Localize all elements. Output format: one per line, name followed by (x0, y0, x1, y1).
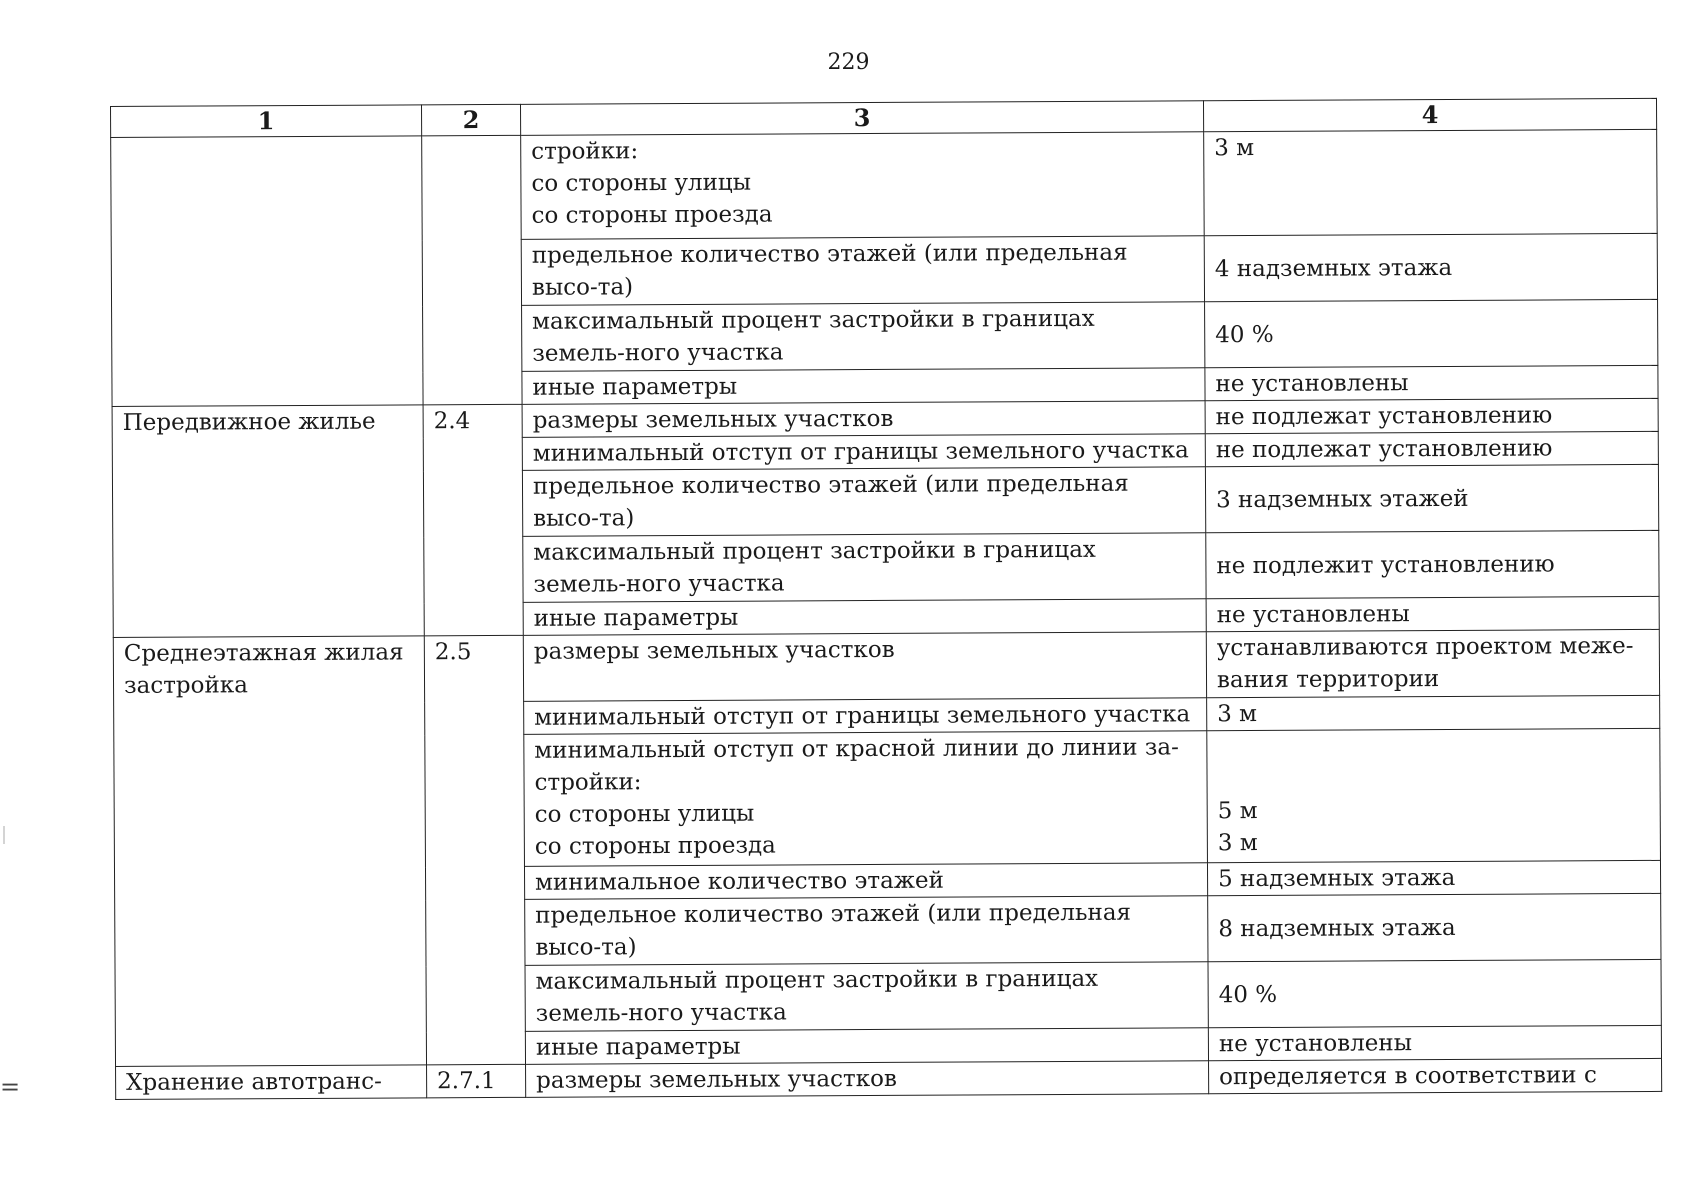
value-line: 3 м (1214, 135, 1255, 162)
parameter-line: стройки: (531, 138, 639, 165)
value-cell: 8 надземных этажа (1208, 893, 1661, 961)
column-header-4: 4 (1203, 98, 1656, 131)
value-line (1217, 761, 1649, 795)
use-type-name: Хранение автотранс- (116, 1065, 427, 1100)
use-type-code (422, 135, 522, 405)
parameter-cell: предельное количество этажей (или предельная высо-та) (522, 467, 1205, 537)
column-header-2: 2 (421, 104, 520, 136)
column-header-1: 1 (111, 105, 422, 138)
use-type-name: Среднеэтажная жилая застройка (113, 636, 426, 1067)
parameter-cell (524, 731, 1208, 867)
margin-mark: = (0, 1073, 21, 1101)
value-cell: 40 % (1205, 299, 1658, 367)
parameter-cell: максимальный процент застройки в границах земель-ного участка (525, 962, 1208, 1032)
value-cell: 40 % (1208, 959, 1661, 1027)
value-cell: 3 м (1207, 695, 1660, 730)
parameter-line: со стороны улицы (531, 169, 752, 197)
parameter-line: минимальный отступ от красной линии до линии за- (534, 734, 1179, 764)
value-cell: 4 надземных этажа (1204, 233, 1657, 301)
value-cell (1204, 129, 1658, 235)
value-cell: 5 надземных этажа (1207, 860, 1660, 895)
parameter-cell: максимальный процент застройки в границах земель-ного участка (522, 302, 1205, 372)
parameter-cell (521, 132, 1205, 240)
parameter-cell: минимальный отступ от границы земельного участка (522, 434, 1205, 471)
parameter-cell: размеры земельных участков (522, 401, 1205, 438)
parameter-line: стройки: (534, 769, 642, 796)
value-line: 3 м (1217, 830, 1258, 857)
table-row (113, 629, 1659, 703)
use-type-name: Передвижное жилье (112, 405, 424, 638)
parameter-cell: минимальное количество этажей (524, 863, 1207, 900)
parameter-cell: иные параметры (525, 1028, 1208, 1065)
parameter-cell: предельное количество этажей (или предельная высо-та) (525, 896, 1208, 966)
parameter-cell: иные параметры (522, 368, 1205, 405)
value-cell: устанавливаются проектом меже-вания территории (1206, 629, 1659, 697)
regulations-table (110, 98, 1662, 1100)
value-line (1217, 729, 1649, 763)
parameter-line: со стороны проезда (531, 201, 773, 229)
parameter-line: со стороны проезда (534, 832, 776, 860)
parameter-line: со стороны улицы (534, 800, 755, 828)
parameter-cell: максимальный процент застройки в границах земель-ного участка (523, 533, 1206, 603)
value-cell: не установлены (1206, 596, 1659, 631)
use-type-code: 2.5 (424, 635, 525, 1065)
value-cell: не подлежит установлению (1206, 530, 1659, 598)
column-header-3: 3 (520, 101, 1203, 136)
parameter-cell: иные параметры (523, 599, 1206, 636)
parameter-cell: минимальный отступ от границы земельного участка (524, 698, 1207, 735)
parameter-cell: размеры земельных участков (523, 632, 1206, 702)
use-type-code: 2.7.1 (427, 1064, 526, 1098)
parameter-cell: размеры земельных участков (526, 1061, 1209, 1098)
parameter-cell: предельное количество этажей (или предельная высо-та) (521, 236, 1204, 306)
value-cell: не установлены (1205, 365, 1658, 400)
value-cell: 3 надземных этажей (1205, 464, 1658, 532)
use-type-name (111, 136, 423, 407)
value-cell: не подлежат установлению (1205, 431, 1658, 466)
value-cell: не установлены (1208, 1025, 1661, 1060)
value-line: 5 м (1217, 798, 1258, 825)
use-type-code: 2.4 (423, 404, 523, 636)
page-number: 229 (827, 50, 870, 75)
scan-artifact (3, 826, 5, 844)
table-row (116, 1058, 1662, 1099)
value-cell: не подлежат установлению (1205, 398, 1658, 433)
value-cell (1207, 728, 1661, 862)
value-cell: определяется в соответствии с (1209, 1058, 1662, 1093)
table-row (111, 129, 1658, 241)
